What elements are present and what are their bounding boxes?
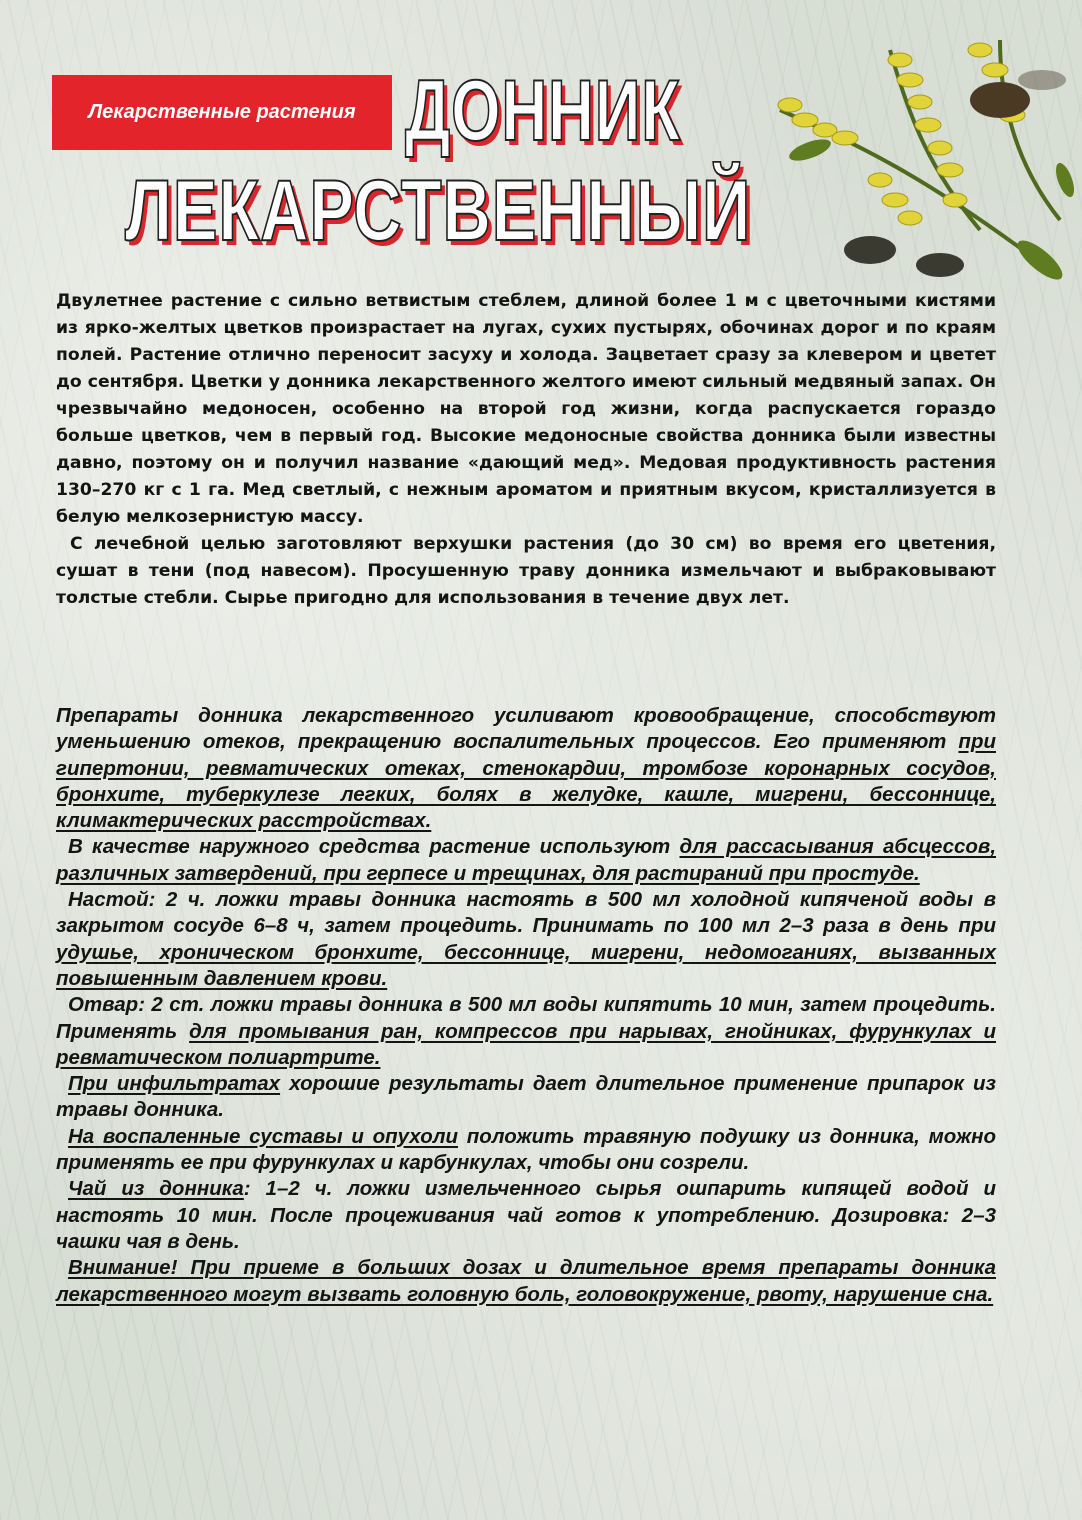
intro-text xyxy=(56,288,996,612)
warning-paragraph: Внимание! При приеме в больших дозах и длительное время препараты донника лекарственного могут вызвать головную боль, головокружение, рвоту, нарушение сна. xyxy=(56,1256,996,1306)
uses-paragraph-4: Отвар: 2 ст. ложки травы донника в 500 мл воды кипятить 10 мин, затем процедить. Применять для промывания ран, компрессов при нарывах, гнойниках, фурункулах и ревматическом полиартрите. xyxy=(56,993,997,1069)
uses-paragraph-6: На воспаленные суставы и опухоли положить травяную подушку из донника, можно применять ее при фурункулах и карбункулах, чтобы они созрели. xyxy=(56,1124,996,1175)
uses-paragraph-5: При инфильтратах хорошие результаты дает длительное применение припарок из травы донника. xyxy=(56,1072,996,1122)
uses-paragraph-3: Настой: 2 ч. ложки травы донника настоять в 500 мл холодной кипяченой воды в закрытом сосуде 6–8 ч, затем процедить. Принимать по 100 мл 2–3 раза в день при удушье, хроническом бронхите, бессоннице, мигрени, недомоганиях, вызванных повышенным давлением крови. xyxy=(56,888,996,990)
title-line-1: ДОННИК xyxy=(405,63,681,159)
uses-text xyxy=(56,703,996,1308)
title-line-2: ЛЕКАРСТВЕННЫЙ xyxy=(125,163,752,259)
bee-icon xyxy=(970,70,1066,118)
intro-paragraph-1: Двулетнее растение с сильно ветвистым стеблем, длиной более 1 м с цветочными кистями из ярко-желтых цветков произрастает на лугах, сухих пустырях, обочинах дорог и по краям полей. Растение отлично переносит засуху и холода. Зацветает сразу за клевером и цветет до сентября. Цветки у донника лекарственного желтого имеют сильный медвяный запах. Он чрезвычайно медоносен, особенно на второй год жизни, когда распускается гораздо больше цветков, чем в первый год. Высокие медоносные свойства донника были известны давно, поэтому он и получил название «дающий мед». Медовая продуктивность растения 130–270 кг с 1 га. Мед светлый, с нежным ароматом и приятным вкусом, кристаллизуется в белую мелкозернистую массу. xyxy=(56,291,996,527)
intro-paragraph-2: С лечебной целью заготовляют верхушки растения (до 30 см) во время его цветения, сушат в тени (под навесом). Просушенную траву донника измельчают и выбраковывают толстые стебли. Сырье пригодно для использования в течение двух лет. xyxy=(56,534,996,608)
uses-paragraph-2: В качестве наружного средства растение используют для рассасывания абсцессов, различных затвердений, при герпесе и трещинах, для растираний при простуде. xyxy=(56,835,997,885)
section-banner xyxy=(52,75,392,150)
section-label: Лекарственные растения xyxy=(88,101,356,123)
uses-paragraph-1: Препараты донника лекарственного усиливают кровообращение, способствуют уменьшению отеков, прекращению воспалительных процессов. Его применяют при гипертонии, ревматических отеках, стенокардии, тромбозе коронарных сосудов, бронхите, туберкулезе легких, болях в желудке, кашле, мигрени, бессоннице, климактерических расстройствах. xyxy=(56,704,996,833)
melilot-flower-illustration xyxy=(750,30,1082,300)
uses-paragraph-7: Чай из донника: 1–2 ч. ложки измельченного сырья ошпарить кипящей водой и настоять 10 мин. После процеживания чай готов к употреблению. Дозировка: 2–3 чашки чая в день. xyxy=(56,1177,996,1253)
